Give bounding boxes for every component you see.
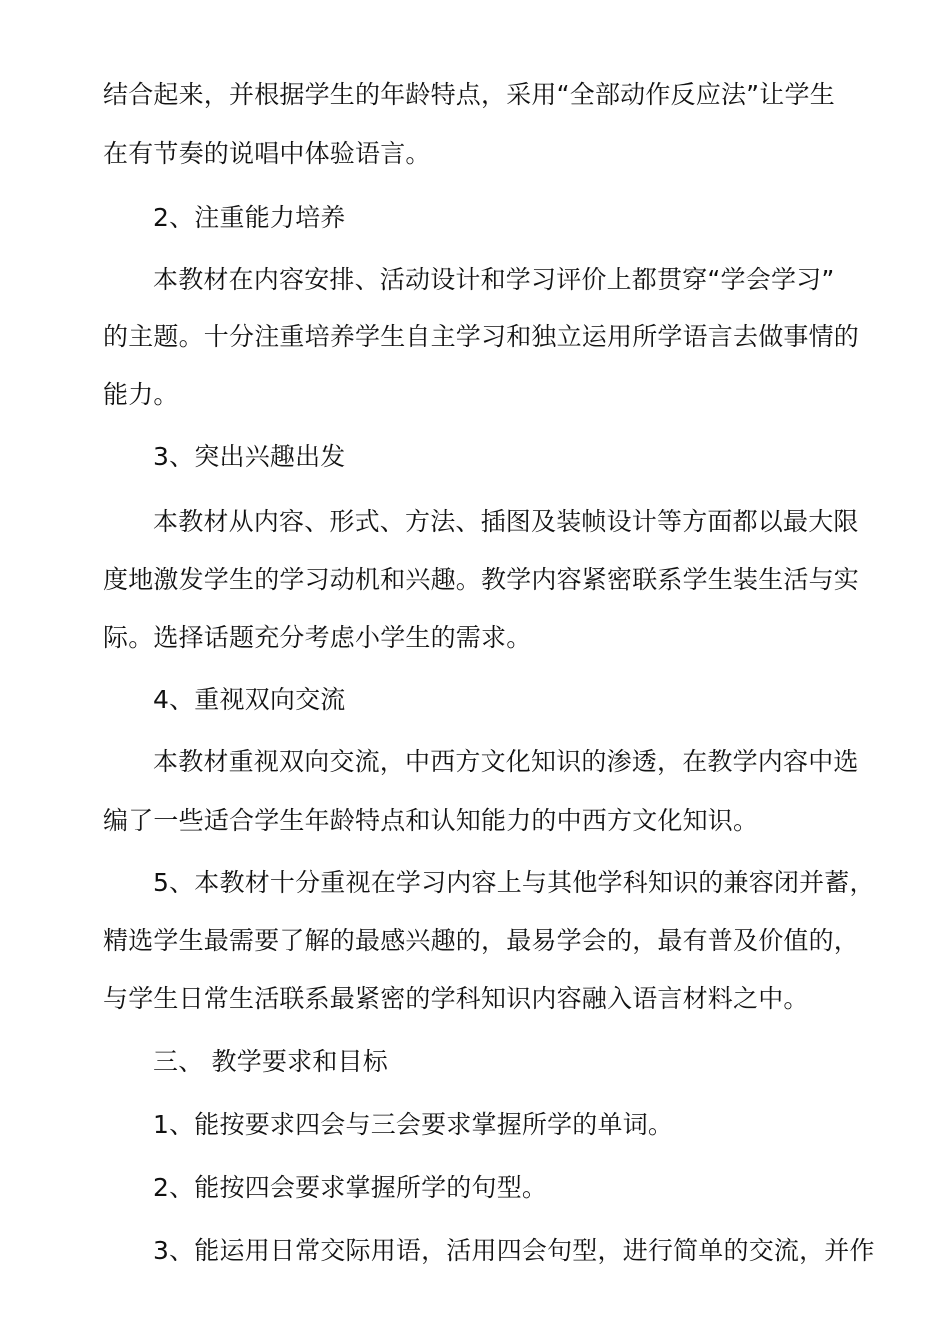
text-line: 本教材重视双向交流，中西方文化知识的渗透，在教学内容中选 <box>153 747 859 776</box>
text-line: 结合起来，并根据学生的年龄特点，采用“全部动作反应法”让学生 <box>103 80 835 109</box>
section-heading: 三、 教学要求和目标 <box>153 1047 388 1076</box>
list-item: 3、能运用日常交际用语，活用四会句型，进行简单的交流，并作 <box>153 1236 875 1265</box>
section-heading: 2、注重能力培养 <box>153 203 346 232</box>
list-item: 1、能按要求四会与三会要求掌握所学的单词。 <box>153 1110 674 1139</box>
text-line: 度地激发学生的学习动机和兴趣。教学内容紧密联系学生装生活与实 <box>103 565 860 594</box>
text-line: 的主题。十分注重培养学生自主学习和独立运用所学语言去做事情的 <box>103 322 860 351</box>
text-line: 与学生日常生活联系最紧密的学科知识内容融入语言材料之中。 <box>103 984 809 1013</box>
text-line: 编了一些适合学生年龄特点和认知能力的中西方文化知识。 <box>103 806 759 835</box>
section-heading: 3、突出兴趣出发 <box>153 442 346 471</box>
text-line: 能力。 <box>103 380 179 409</box>
text-line: 在有节奏的说唱中体验语言。 <box>103 139 431 168</box>
text-line: 本教材从内容、形式、方法、插图及装帧设计等方面都以最大限 <box>153 507 859 536</box>
section-heading: 4、重视双向交流 <box>153 685 346 714</box>
list-item: 2、能按四会要求掌握所学的句型。 <box>153 1173 548 1202</box>
text-line: 际。选择话题充分考虑小学生的需求。 <box>103 623 532 652</box>
text-line: 精选学生最需要了解的最感兴趣的，最易学会的，最有普及价值的， <box>103 926 860 955</box>
text-line: 本教材在内容安排、活动设计和学习评价上都贯穿“学会学习” <box>153 265 835 294</box>
text-line: 5、本教材十分重视在学习内容上与其他学科知识的兼容闭并蓄， <box>153 868 875 897</box>
